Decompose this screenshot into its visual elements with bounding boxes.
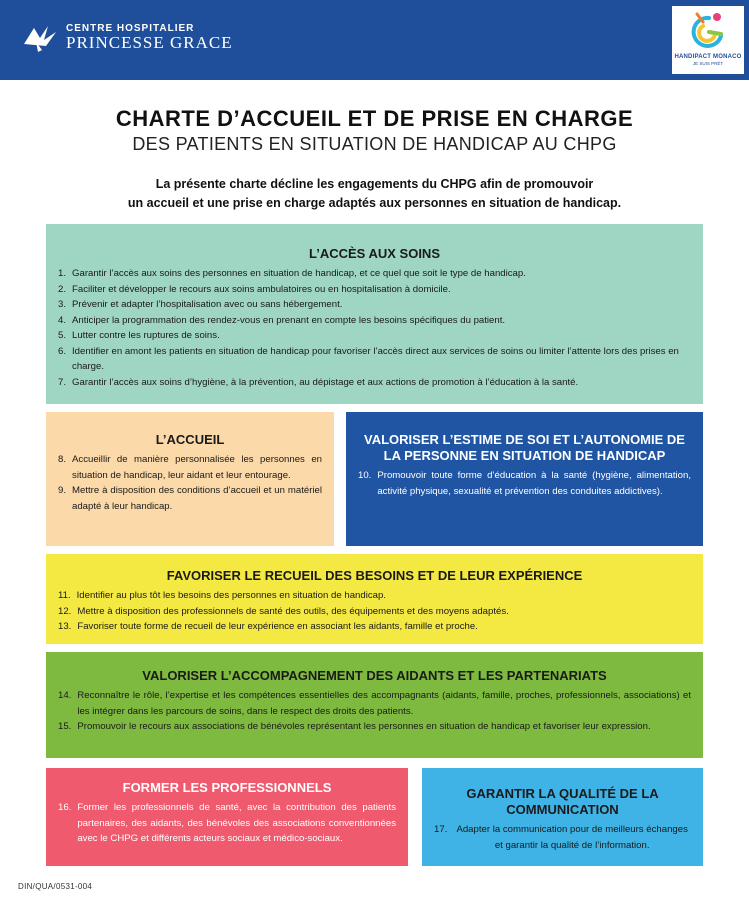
item-number: 17. <box>434 824 448 835</box>
list-item <box>58 619 691 635</box>
section-acces-aux-soins <box>46 224 703 404</box>
item-text: Promouvoir le recours aux associations de bénévoles représentant les personnes en situation de handicap et favoriser leur expression. <box>77 721 651 732</box>
chpg-bird-icon <box>22 22 62 54</box>
logo-line1: CENTRE HOSPITALIER <box>66 23 195 34</box>
item-number: 15. <box>58 721 72 732</box>
logo-line2: PRINCESSE GRACE <box>66 33 233 52</box>
item-text: Adapter la communication pour de meilleurs échanges et garantir la qualité de l’information. <box>456 824 688 851</box>
handipact-figure-icon <box>687 10 729 52</box>
section-estime-de-soi <box>346 412 703 546</box>
section-title: FAVORISER LE RECUEIL DES BESOINS ET DE LEUR EXPÉRIENCE <box>166 568 583 583</box>
item-text: Prévenir et adapter l’hospitalisation avec ou sans hébergement. <box>72 299 343 310</box>
list-item <box>58 719 691 735</box>
page-subtitle: DES PATIENTS EN SITUATION DE HANDICAP AU CHPG <box>132 134 617 154</box>
list-item <box>434 822 691 853</box>
item-number: 8. <box>58 454 67 465</box>
section-list <box>58 800 396 847</box>
list-item <box>58 800 396 847</box>
section-list <box>58 452 322 514</box>
item-number: 12. <box>58 605 72 617</box>
item-number: 2. <box>58 283 67 295</box>
chpg-logo <box>22 22 233 54</box>
section-former-professionnels <box>46 768 408 866</box>
intro-line1: La présente charte décline les engagements du CHPG afin de promouvoir <box>155 177 594 191</box>
list-item <box>58 266 691 282</box>
item-text: Reconnaître le rôle, l’expertise et les compétences essentielles des accompagnants (aidants, famille, proches, professionnels, associations) et les intégrer dans les parcours de soins, dans le respect des droits des patients. <box>77 690 691 717</box>
item-text: Garantir l’accès aux soins des personnes en situation de handicap, et ce quel que soit le type de handicap. <box>72 268 526 279</box>
item-text: Mettre à disposition des conditions d’accueil et un matériel adapté à leur handicap. <box>72 485 322 512</box>
page-title: CHARTE D’ACCUEIL ET DE PRISE EN CHARGE <box>115 106 634 131</box>
handipact-name: HANDIPACT MONACO <box>674 54 742 60</box>
item-number: 9. <box>58 485 67 496</box>
section-qualite-communication <box>422 768 703 866</box>
list-item <box>358 468 691 499</box>
item-text: Promouvoir toute forme d’éducation à la santé (hygiène, alimentation, activité physique, sexualité et prévention des conduites addictives). <box>377 470 691 497</box>
section-title: GARANTIR LA QUALITÉ DE LA COMMUNICATION <box>466 786 659 817</box>
item-text: Identifier au plus tôt les besoins des personnes en situation de handicap. <box>76 590 386 601</box>
list-item <box>58 313 691 329</box>
item-number: 5. <box>58 330 67 341</box>
item-number: 10. <box>358 470 372 481</box>
section-title: L’ACCUEIL <box>155 432 225 447</box>
list-item <box>58 688 691 719</box>
section-list <box>58 266 691 390</box>
list-item <box>58 604 691 620</box>
item-text: Favoriser toute forme de recueil de leur expérience en associant les aidants, famille et proche. <box>77 621 478 632</box>
list-item <box>58 452 322 483</box>
item-text: Garantir l’accès aux soins d’hygiène, à la prévention, au dépistage et aux actions de promotion à l’éducation à la santé. <box>72 376 579 388</box>
section-list <box>358 468 691 499</box>
item-number: 6. <box>58 345 67 357</box>
item-text: Mettre à disposition des professionnels de santé des outils, des équipements et des moyens adaptés. <box>77 605 509 617</box>
item-text: Anticiper la programmation des rendez-vous en prenant en compte les besoins spécifiques du patient. <box>72 314 506 326</box>
list-item <box>58 483 322 514</box>
list-item <box>58 328 691 344</box>
intro-line2: un accueil et une prise en charge adaptés aux personnes en situation de handicap. <box>127 196 622 210</box>
handipact-logo <box>672 6 744 74</box>
item-text: Faciliter et développer le recours aux soins ambulatoires ou en hospitalisation à domicile. <box>72 283 451 295</box>
item-text: Identifier en amont les patients en situation de handicap pour favoriser l’accès direct aux services de soins ou limiter l’attente lors des prises en charge. <box>72 345 679 372</box>
intro-text <box>60 175 689 213</box>
item-number: 7. <box>58 376 67 388</box>
section-title: VALORISER L’ESTIME DE SOI ET L’AUTONOMIE DE LA PERSONNE EN SITUATION DE HANDICAP <box>364 432 685 463</box>
section-accueil <box>46 412 334 546</box>
section-list <box>58 688 691 735</box>
section-list <box>58 588 691 635</box>
section-recueil-besoins <box>46 554 703 644</box>
section-title: VALORISER L’ACCOMPAGNEMENT DES AIDANTS ET LES PARTENARIATS <box>142 668 607 683</box>
section-accompagnement-aidants <box>46 652 703 758</box>
item-number: 1. <box>58 268 67 279</box>
item-text: Lutter contre les ruptures de soins. <box>72 330 220 341</box>
section-title: L’ACCÈS AUX SOINS <box>309 246 440 261</box>
document-reference: DIN/QUA/0531-004 <box>18 882 93 891</box>
header-banner <box>0 0 749 80</box>
item-number: 3. <box>58 299 67 310</box>
item-number: 14. <box>58 690 72 701</box>
section-list <box>434 822 691 853</box>
list-item <box>58 588 691 604</box>
list-item <box>58 375 691 391</box>
list-item <box>58 297 691 313</box>
list-item <box>58 344 691 375</box>
section-title: FORMER LES PROFESSIONNELS <box>122 780 332 795</box>
item-text: Accueillir de manière personnalisée les personnes en situation de handicap, leur aidant et leur entourage. <box>72 454 322 481</box>
handipact-tagline: JE SUIS PRÊT <box>692 61 724 66</box>
item-number: 16. <box>58 802 72 813</box>
item-number: 11. <box>58 590 71 601</box>
list-item <box>58 282 691 298</box>
item-number: 13. <box>58 621 72 632</box>
item-number: 4. <box>58 314 67 326</box>
item-text: Former les professionnels de santé, avec la contribution des patients partenaires, des aidants, des bénévoles des associations conventionnées avec le CHPG et différents acteurs sociaux et médico-sociaux. <box>77 802 396 844</box>
